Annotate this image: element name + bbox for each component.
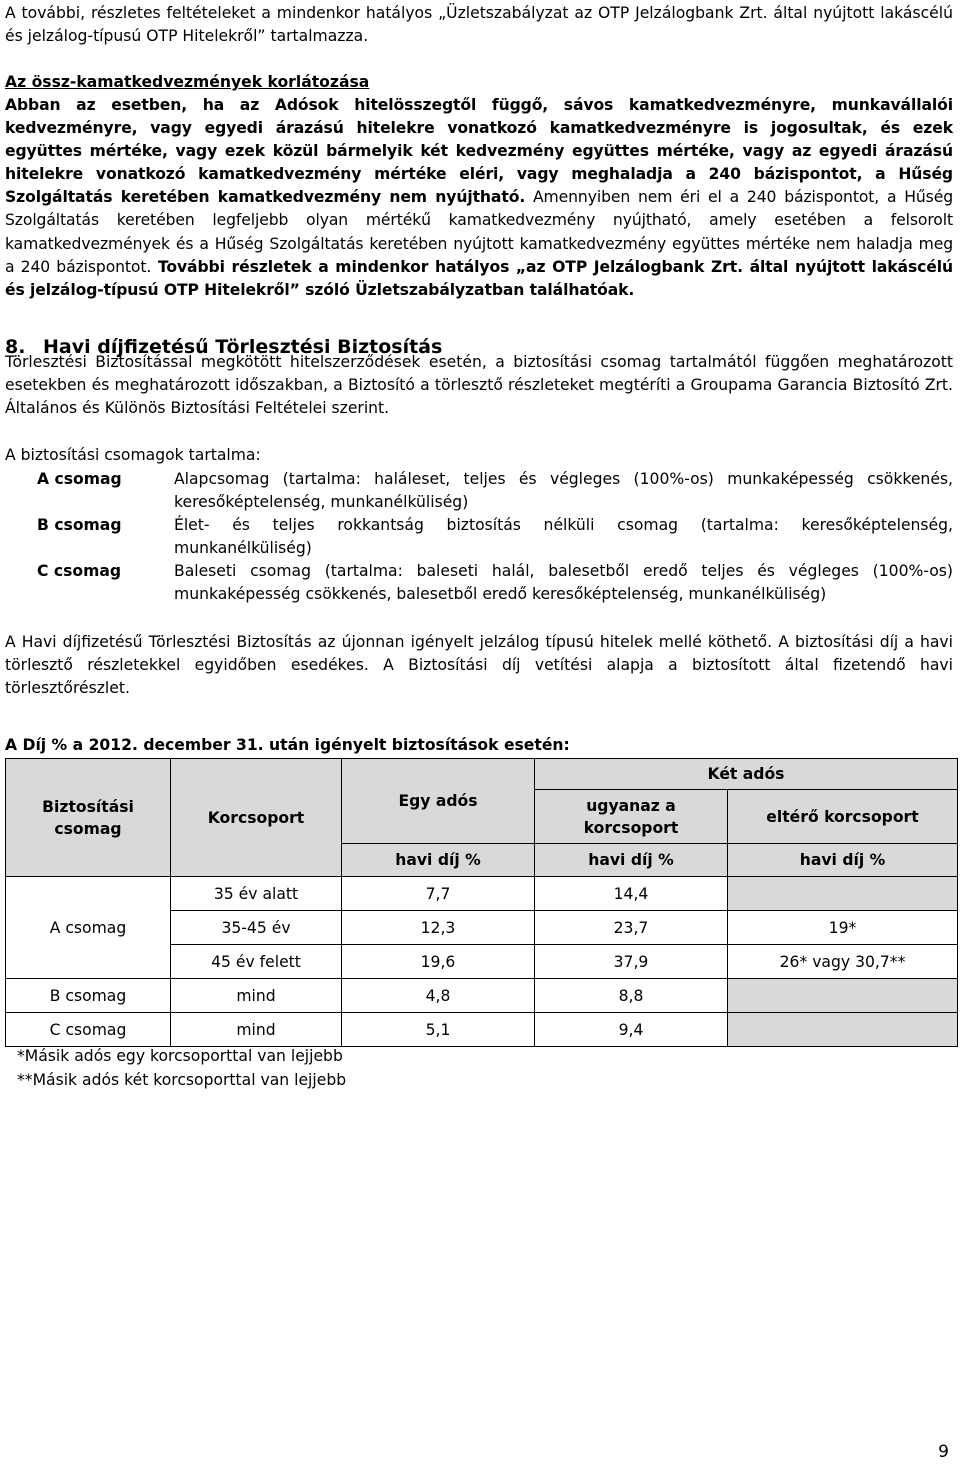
header-package: Biztosítási csomag — [6, 759, 171, 877]
package-a — [37, 468, 953, 514]
footnote-1: *Másik adós egy korcsoporttal van lejjebb — [17, 1047, 343, 1065]
packages-list — [37, 468, 953, 607]
section-title-text: Havi díjfizetésű Törlesztési Biztosítás — [43, 335, 443, 358]
footnote-2: **Másik adós két korcsoporttal van lejjebb — [17, 1071, 347, 1089]
limit-paragraph — [5, 94, 953, 302]
header-one-debtor: Egy adós — [342, 759, 535, 844]
package-c-text: Baleseti csomag (tartalma: baleseti halál, balesetből eredő teljes és végleges (100%-os) munkaképesség csökkenés, balesetből eredő keresőképtelenség, munkanélküliség) — [174, 562, 953, 604]
limit-section — [5, 71, 953, 302]
package-c — [37, 560, 953, 606]
footnotes — [17, 1044, 346, 1092]
header-diff-group: eltérő korcsoport — [728, 790, 958, 844]
header-group: Korcsoport — [171, 759, 342, 877]
table-title: A Díj % a 2012. december 31. után igényelt biztosítások esetén: — [5, 736, 570, 754]
group-cell: 35 év alatt — [171, 877, 342, 911]
table-row — [6, 877, 958, 911]
group-cell: mind — [171, 979, 342, 1013]
same-group-cell: 37,9 — [535, 945, 728, 979]
packages-heading: A biztosítási csomagok tartalma: — [5, 446, 261, 464]
package-b — [37, 514, 953, 560]
package-b-label: B csomag — [37, 516, 122, 535]
package-cell: B csomag — [6, 979, 171, 1013]
diff-group-cell — [728, 877, 958, 911]
same-group-cell: 9,4 — [535, 1013, 728, 1047]
table-row — [6, 1013, 958, 1047]
one-debtor-cell: 4,8 — [342, 979, 535, 1013]
one-debtor-cell: 12,3 — [342, 911, 535, 945]
diff-group-cell: 26* vagy 30,7** — [728, 945, 958, 979]
table-row — [6, 979, 958, 1013]
fee-table — [5, 758, 958, 1047]
fee-paragraph: A Havi díjfizetésű Törlesztési Biztosítás az újonnan igényelt jelzálog típusú hitelek mellé köthető. A biztosítási díj a havi törlesztő részletekkel egyidőben esedékes. A Biztosítási díj vetítési alapja a biztosított által fizetendő havi törlesztőrészlet. — [5, 633, 953, 698]
header-fee: havi díj % — [728, 844, 958, 877]
header-fee: havi díj % — [342, 844, 535, 877]
page-number: 9 — [938, 1442, 949, 1462]
same-group-cell: 8,8 — [535, 979, 728, 1013]
package-cell: A csomag — [6, 877, 171, 979]
same-group-cell: 14,4 — [535, 877, 728, 911]
package-cell: C csomag — [6, 1013, 171, 1047]
header-same-group: ugyanaz a korcsoport — [535, 790, 728, 844]
one-debtor-cell: 19,6 — [342, 945, 535, 979]
package-a-text: Alapcsomag (tartalma: haláleset, teljes és végleges (100%-os) munkaképesség csökkenés, keresőképtelenség, munkanélküliség) — [174, 470, 953, 512]
one-debtor-cell: 5,1 — [342, 1013, 535, 1047]
group-cell: mind — [171, 1013, 342, 1047]
diff-group-cell: 19* — [728, 911, 958, 945]
insurance-paragraph: Törlesztési Biztosítással megkötött hitelszerződések esetén, a biztosítási csomag tartalmától függően meghatározott esetekben és meghatározott időszakban, a Biztosító a törlesztő részleteket megtéríti a Groupama Garancia Biztosító Zrt. Általános és Különös Biztosítási Feltételei szerint. — [5, 353, 953, 418]
same-group-cell: 23,7 — [535, 911, 728, 945]
limit-body-bold: Abban az esetben, ha az Adósok hitelösszegtől függő, sávos kamatkedvezményre, munkavállalói kedvezményre, vagy egyedi árazású hitelekre vonatkozó kamatkedvezményre is jogosultak, és ezek együttes mértéke, vagy ezek közül bármelyik két kedvezmény együttes mértéke, vagy az egyedi árazású hitelekre vonatkozó kamatkedvezmény mértéke eléri, vagy meghaladja a 240 bázispontot, a Hűség Szolgáltatás keretében kamatkedvezmény nem nyújtható. — [5, 96, 953, 207]
group-cell: 45 év felett — [171, 945, 342, 979]
section-number: 8. — [5, 335, 26, 358]
limit-body-normal: Amennyiben nem éri el a 240 bázispontot, a Hűség Szolgáltatás keretében legfeljebb olyan mértékű kamatkedvezmény nyújtható, amely esetében a felsorolt kamatkedvezmények és a Hűség Szolgáltatás keretében nyújtott kamatkedvezmény együttes mértéke nem haladja meg a 240 bázispontot. — [5, 188, 953, 276]
diff-group-cell — [728, 1013, 958, 1047]
package-b-text: Élet- és teljes rokkantság biztosítás nélküli csomag (tartalma: keresőképtelenség, munkanélküliség) — [174, 516, 953, 558]
package-c-label: C csomag — [37, 562, 122, 581]
intro-paragraph: A további, részletes feltételeket a mindenkor hatályos „Üzletszabályzat az OTP Jelzálogbank Zrt. által nyújtott lakáscélú és jelzálog-típusú OTP Hitelekről” tartalmazza. — [5, 4, 953, 46]
header-fee: havi díj % — [535, 844, 728, 877]
diff-group-cell — [728, 979, 958, 1013]
limit-body-tail: További részletek a mindenkor hatályos „az OTP Jelzálogbank Zrt. által nyújtott lakáscélú és jelzálog-típusú OTP Hitelekről” szóló Üzletszabályzatban találhatóak. — [5, 257, 954, 299]
limit-heading: Az össz-kamatkedvezmények korlátozása — [5, 73, 370, 91]
package-a-label: A csomag — [37, 470, 122, 488]
one-debtor-cell: 7,7 — [342, 877, 535, 911]
header-two-debtors: Két adós — [535, 759, 958, 790]
group-cell: 35-45 év — [171, 911, 342, 945]
